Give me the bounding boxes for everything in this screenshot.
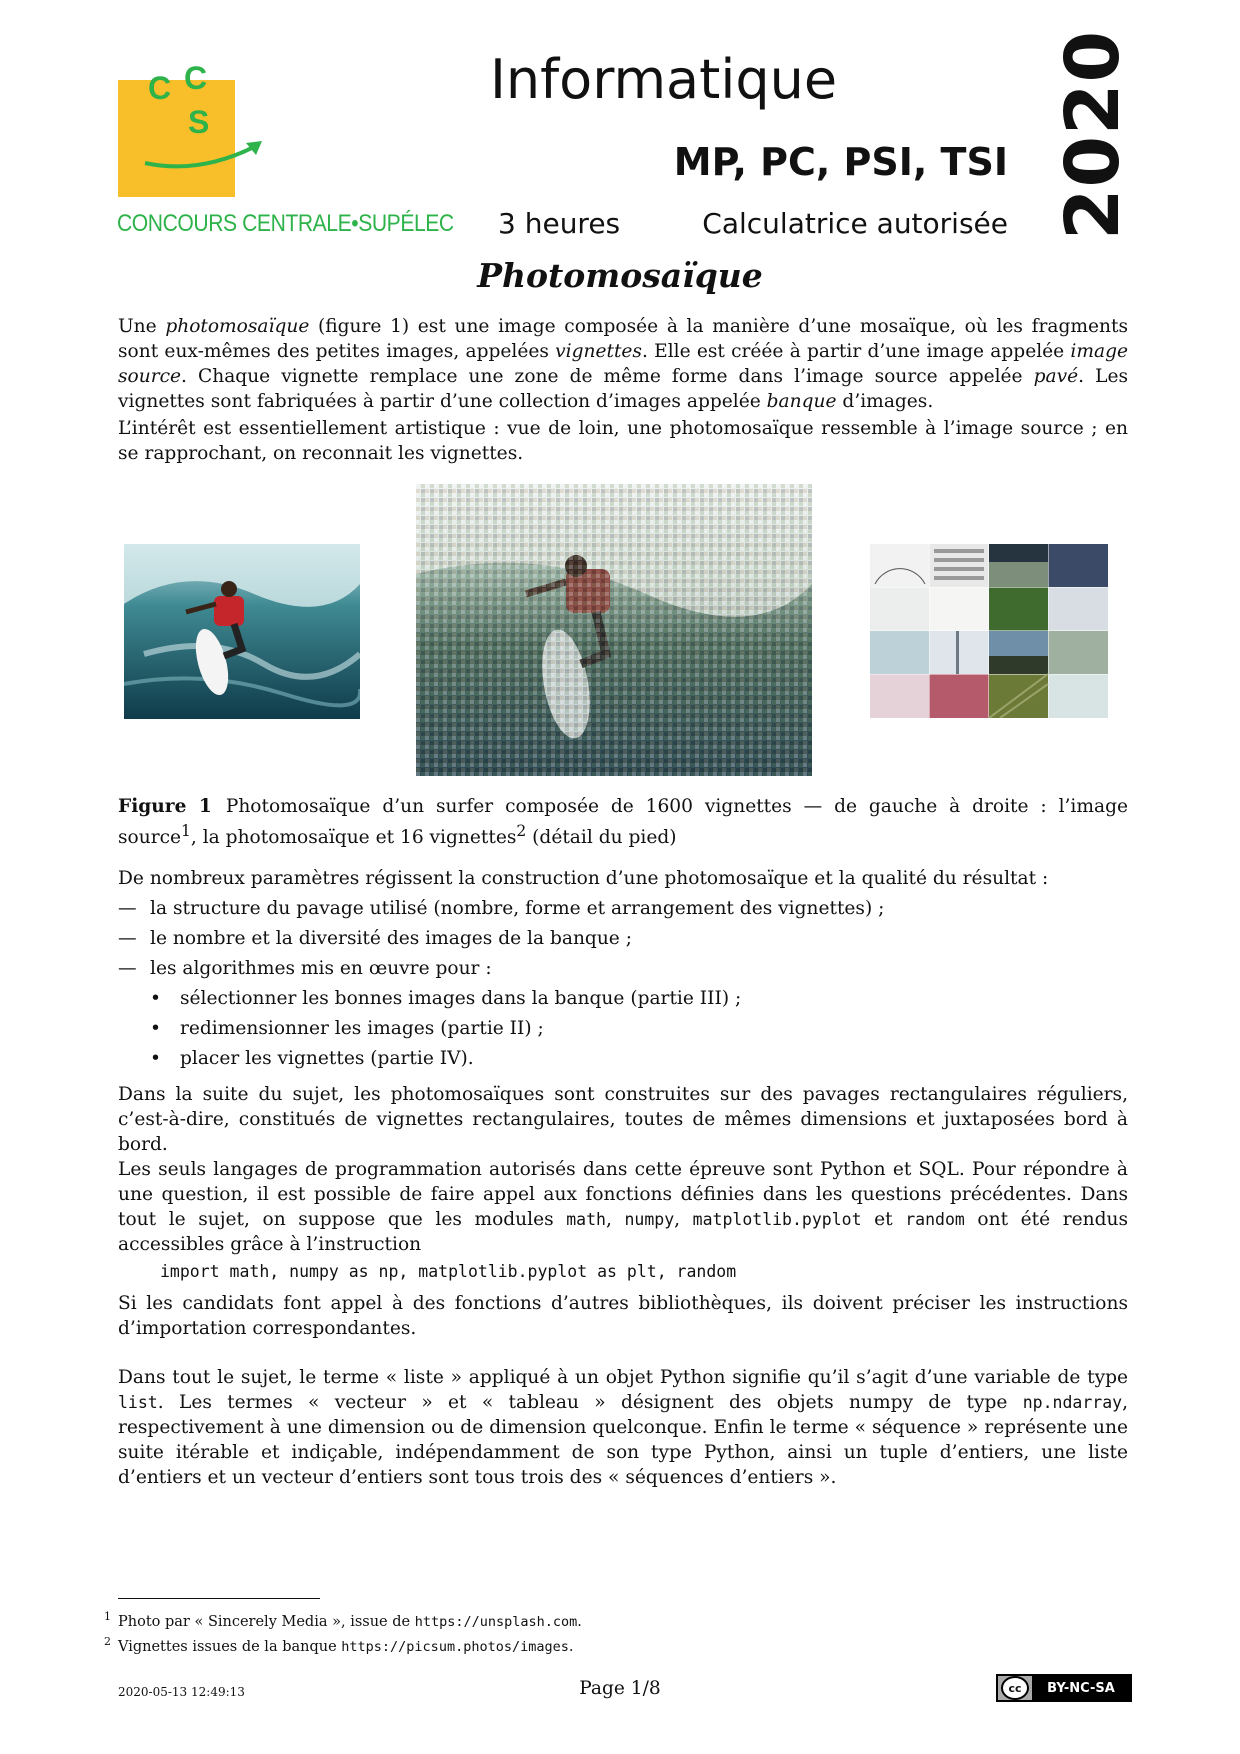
intro-section [118, 314, 1128, 466]
parameters-section [118, 864, 1128, 1074]
logo-letter-s: S [188, 104, 210, 140]
parameters-intro: De nombreux paramètres régissent la construction d’une photomosaïque et la qualité du résultat : [118, 868, 1049, 889]
paragraph-pavages: Dans la suite du sujet, les photomosaïques sont construites sur des pavages rectangulaires réguliers, c’est-à-dire, constitués de vignettes rectangulaires, toutes de mêmes dimensions et juxtaposées bord à bord. [118, 1084, 1128, 1155]
intro-paragraph-2: L’intérêt est essentiellement artistique : vue de loin, une photomosaïque ressemble à l’image source ; en se rapprochant, on reconnait les vignettes. [118, 418, 1128, 464]
list-item: — le nombre et la diversité des images de la banque ; [118, 928, 632, 949]
import-code: import math, numpy as np, matplotlib.pyplot as plt, random [160, 1262, 737, 1281]
list-item: — la structure du pavage utilisé (nombre, forme et arrangement des vignettes) ; [118, 898, 885, 919]
timestamp: 2020-05-13 12:49:13 [118, 1685, 245, 1699]
logo-smile-arrow-icon [140, 135, 270, 185]
license-badge [996, 1674, 1132, 1702]
logo-letter-c1: C [148, 70, 172, 106]
figure-caption: Figure 1 Photomosaïque d’un surfer composée de 1600 vignettes — de gauche à droite : l’image source$^1$, la photomosaïque et 16 vignettes$^2$ (détail du pied) [118, 796, 1128, 849]
logo-text: CONCOURS CENTRALE•SUPÉLEC [117, 210, 454, 237]
license-text: BY-NC-SA [1032, 1676, 1130, 1700]
intro-paragraph-1: Une photomosaïque (figure 1) est une image composée à la manière d’une mosaïque, où les fragments sont eux-mêmes des petites images, appelées vignettes. Elle est créée à partir d’une image appelée image source. Chaque vignette remplace une zone de même forme dans l’image source appelée pavé. Les vignettes sont fabriquées à partir d’une collection d’images appelée banque d’images. [118, 316, 1129, 412]
list-item: — les algorithmes mis en œuvre pour : [118, 958, 492, 979]
algorithms-list [118, 984, 1128, 1074]
footnote-2: $^2$ Vignettes issues de la banque https://picsum.photos/images. [104, 1634, 574, 1655]
paragraph-termes: Dans tout le sujet, le terme « liste » appliqué à un objet Python signifie qu’il s’agit d’une variable de type list. Les termes « vecteur » et « tableau » désignent des objets numpy de type np.ndarray, respectivement à une dimension ou de dimension quelconque. Enfin le terme « séquence » représente une suite itérable et indiçable, indépendamment de son type Python, ainsi un tuple d’entiers, une liste d’entiers et un vecteur d’entiers sont tous trois des « séquences d’entiers ». [118, 1367, 1128, 1488]
logo-letter-c2: C [184, 60, 208, 96]
photomosaic-image [416, 484, 812, 776]
list-item: • sélectionner les bonnes images dans la banque (partie III) ; [150, 988, 742, 1009]
paragraph-langages: Les seuls langages de programmation autorisés dans cette épreuve sont Python et SQL. Pour répondre à une question, il est possible de faire appel aux fonctions définies dans les questions précédentes. Dans tout le sujet, on suppose que les modules math, numpy, matplotlib.pyplot et random ont été rendus accessibles grâce à l’instruction [118, 1159, 1128, 1255]
footnotes [104, 1607, 582, 1657]
list-item: • placer les vignettes (partie IV). [150, 1048, 474, 1069]
page-title: Photomosaïque [477, 256, 763, 295]
subject-title: Informatique [490, 48, 838, 111]
cc-icon: cc [1001, 1676, 1029, 1700]
footnote-rule [118, 1598, 320, 1599]
parameters-list [118, 894, 1128, 984]
source-image [124, 544, 360, 719]
vignettes-grid [870, 544, 1108, 718]
figure-label: Figure 1 [118, 796, 212, 817]
year: 2020 [1050, 30, 1136, 240]
filieres: MP, PC, PSI, TSI [673, 140, 1008, 184]
footnote-link[interactable]: https://picsum.photos/images [341, 1638, 569, 1655]
duration: 3 heures [498, 207, 621, 240]
calculator-note: Calculatrice autorisée [702, 207, 1008, 240]
footnote-1: $^1$ Photo par « Sincerely Media », issue de https://unsplash.com. [104, 1610, 582, 1630]
list-item: • redimensionner les images (partie II) ; [150, 1018, 544, 1039]
page-number: Page 1/8 [579, 1678, 661, 1699]
footnote-link[interactable]: https://unsplash.com [414, 1613, 578, 1630]
paragraph-bibliotheques: Si les candidats font appel à des fonctions d’autres bibliothèques, ils doivent préciser les instructions d’importation correspondantes. [118, 1293, 1128, 1339]
